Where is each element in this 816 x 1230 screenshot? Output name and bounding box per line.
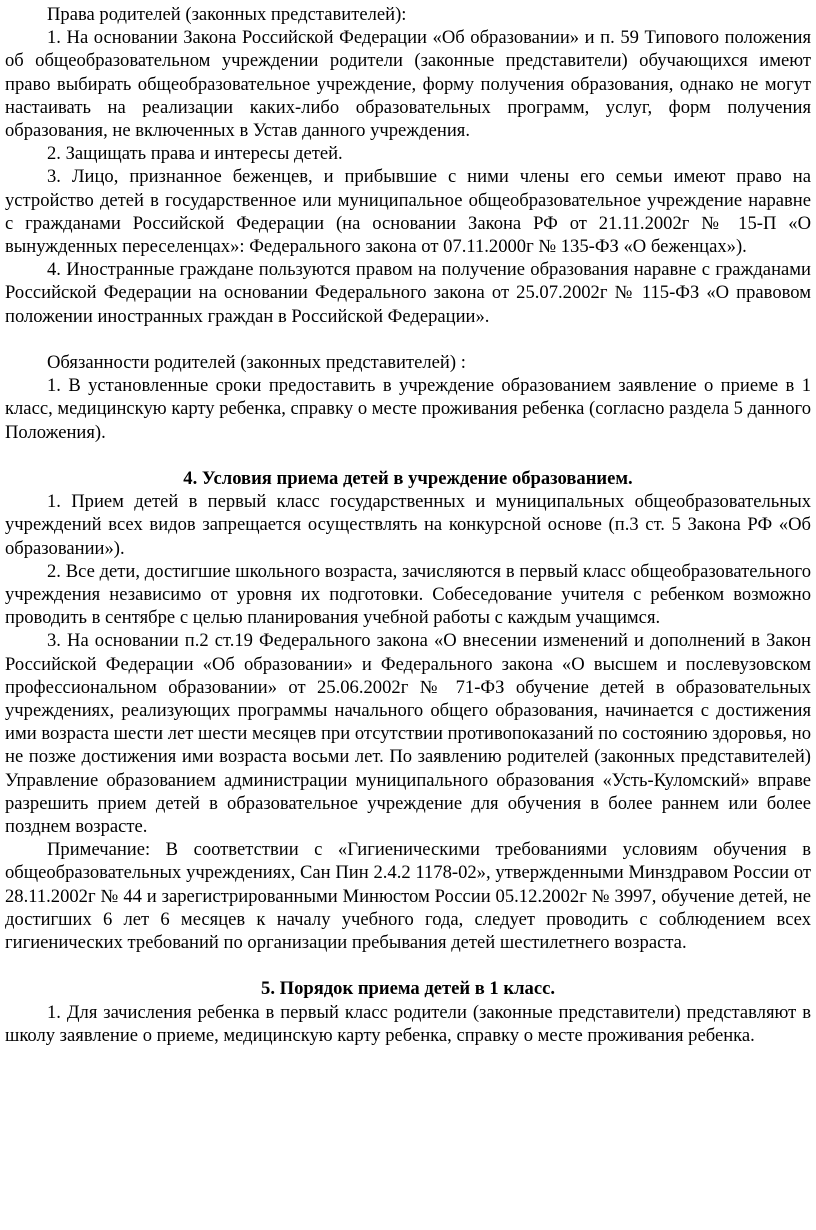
blank-line [5,444,811,467]
section-4-item-1: 1. Прием детей в первый класс государственных и муниципальных общеобразовательных учреждений всех видов запрещается осуществлять на конкурсной основе (п.3 ст. 5 Закона РФ «Об образовании»). [5,491,811,559]
section-5-heading: 5. Порядок приема детей в 1 класс. [261,978,555,1000]
duties-title: Обязанности родителей (законных представителей) : [47,352,466,374]
section-4-item-2: 2. Все дети, достигшие школьного возраста, зачисляются в первый класс общеобразовательного учреждения независимо от уровня их подготовки. Собеседование учителя с ребенком возможно проводить в сентябре с целью планирования учебной работы с каждым учащимся. [5,560,811,629]
rights-item-1: 1. На основании Закона Российской Федерации «Об образовании» и п. 59 Типового положения об общеобразовательном учреждении родители (законные представители) обучающихся имеют право выбирать общеобразовательное учреждение, форму получения образования, однако не могут настаивать на реализации каких-либо образовательных программ, услуг, форм получения образования, не включенных в Устав данного учреждения. [5,27,811,142]
rights-item-3: 3. Лицо, признанное беженцев, и прибывшие с ними члены его семьи имеют право на устройство детей в государственное или муниципальное общеобразовательное учреждение наравне с гражданами Российской Федерации (на основании Закона РФ от 21.11.2002г № 15-П «О вынужденных переселенцах»: Федерального закона от 07.11.2000г № 135-ФЗ «О беженцах»). [5,166,811,258]
section-4-heading: 4. Условия приема детей в учреждение образованием. [183,468,633,490]
document-page [0,3,816,1047]
section-5-item-1: 1. Для зачисления ребенка в первый класс родители (законные представители) представляют в школу заявление о приеме, медицинскую карту ребенка, справку о месте проживания ребенка. [5,1001,811,1046]
duties-item-1: 1. В установленные сроки предоставить в учреждение образованием заявление о приеме в 1 класс, медицинскую карту ребенка, справку о месте проживания ребенка (согласно раздела 5 данного Положения). [5,375,811,443]
blank-line [5,954,811,977]
rights-item-2: 2. Защищать права и интересы детей. [47,143,343,165]
rights-item-4: 4. Иностранные граждане пользуются правом на получение образования наравне с гражданами Российской Федерации на основании Федерального закона от 25.07.2002г № 115-ФЗ «О правовом положении иностранных граждан в Российской Федерации». [5,259,811,327]
section-4-item-3: 3. На основании п.2 ст.19 Федерального закона «О внесении изменений и дополнений в Закон Российской Федерации «Об образовании» и Федерального закона «О высшем и послевузовском профессиональном образовании» от 25.06.2002г № 71-ФЗ обучение детей в образовательных учреждениях, реализующих программы начального общего образования, начинается с достижения ими возраста шести лет шести месяцев при отсутствии противопоказаний по состоянию здоровья, но не позже достижения ими возраста восьми лет. По заявлению родителей (законных представителей) Управление образованием администрации муниципального образования «Усть-Куломский» вправе разрешить прием детей в образовательное учреждение для обучения в более раннем или более позднем возрасте. [5,630,811,838]
rights-title: Права родителей (законных представителей): [47,4,407,25]
section-4-note: Примечание: В соответствии с «Гигиеническими требованиями условиям обучения в общеобразовательных учреждениях, Сан Пин 2.4.2 1178-02», утвержденными Минздравом России от 28.11.2002г № 44 и зарегистрированными Минюстом России 05.12.2002г № 3997, обучение детей, не достигших 6 лет 6 месяцев к началу учебного года, следует проводить с соблюдением всех гигиенических требований по организации пребывания детей шестилетнего возраста. [5,839,811,954]
blank-line [5,328,811,351]
